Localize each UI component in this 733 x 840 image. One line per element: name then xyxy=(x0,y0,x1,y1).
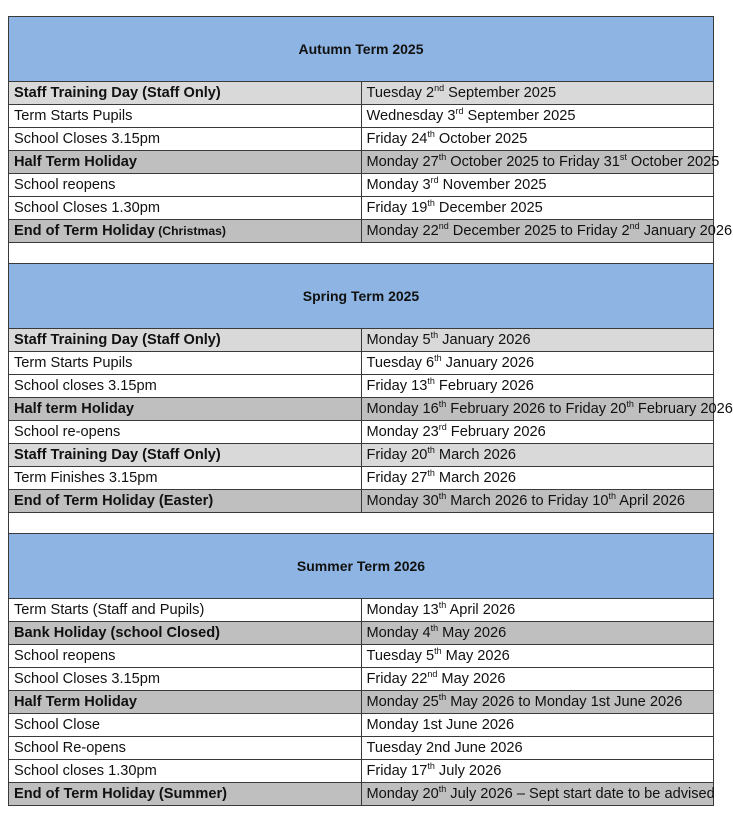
event-label-cell xyxy=(9,220,362,243)
date-text: October 2025 xyxy=(434,131,528,147)
date-text: February 2026 to Friday 20 xyxy=(446,401,627,417)
date-ordinal-suffix: nd xyxy=(427,669,438,679)
date-text: Friday 17 xyxy=(366,763,428,779)
event-label-cell xyxy=(9,668,362,691)
event-label: School Re-opens xyxy=(14,740,126,756)
event-label: School reopens xyxy=(14,648,116,664)
event-date-cell xyxy=(361,622,714,645)
event-date-cell xyxy=(361,668,714,691)
spacer-row xyxy=(9,243,714,264)
event-date-cell xyxy=(361,760,714,783)
date-ordinal-suffix: th xyxy=(438,152,447,162)
event-label-cell xyxy=(9,398,362,421)
term-date-row xyxy=(9,760,714,783)
date-text: May 2026 to Monday 1st June 2026 xyxy=(446,694,683,710)
event-date-cell xyxy=(361,444,714,467)
date-ordinal-suffix: th xyxy=(438,399,447,409)
date-text: Friday 22 xyxy=(366,671,428,687)
date-text: February 2026 xyxy=(633,401,733,417)
date-ordinal-suffix: th xyxy=(626,399,634,409)
event-label-cell xyxy=(9,375,362,398)
date-ordinal-suffix: rd xyxy=(455,106,464,116)
date-text: January 2026 xyxy=(441,355,535,371)
date-text: Monday 13 xyxy=(366,602,439,618)
date-text: Monday 22 xyxy=(366,223,439,239)
date-text: May 2026 xyxy=(438,625,507,641)
event-date-cell xyxy=(361,82,714,105)
term-date-row xyxy=(9,490,714,513)
term-date-row xyxy=(9,105,714,128)
event-label: School closes 3.15pm xyxy=(14,378,157,394)
event-label: School Closes 3.15pm xyxy=(14,131,161,147)
term-date-row xyxy=(9,668,714,691)
event-label: Staff Training Day (Staff Only) xyxy=(14,332,221,348)
event-date-cell xyxy=(361,691,714,714)
event-label: End of Term Holiday (Easter) xyxy=(14,493,214,509)
event-label: Half term Holiday xyxy=(14,401,135,417)
term-title: Spring Term 2025 xyxy=(9,264,714,329)
term-date-row xyxy=(9,128,714,151)
date-text: February 2026 xyxy=(434,378,534,394)
term-date-row xyxy=(9,398,714,421)
date-text: April 2026 xyxy=(615,493,685,509)
event-label-cell xyxy=(9,490,362,513)
term-date-row xyxy=(9,737,714,760)
event-label-cell xyxy=(9,737,362,760)
event-label-cell xyxy=(9,691,362,714)
event-label: Staff Training Day (Staff Only) xyxy=(14,85,221,101)
date-text: Tuesday 2nd June 2026 xyxy=(366,740,523,756)
term-date-row xyxy=(9,375,714,398)
date-text: Monday 3 xyxy=(366,177,431,193)
event-date-cell xyxy=(361,737,714,760)
date-text: Monday 30 xyxy=(366,493,439,509)
date-text: December 2025 to Friday 2 xyxy=(448,223,630,239)
event-date-cell xyxy=(361,329,714,352)
date-text: Monday 23 xyxy=(366,424,439,440)
event-label: School Closes 1.30pm xyxy=(14,200,161,216)
date-ordinal-suffix: rd xyxy=(438,422,447,432)
date-text: April 2026 xyxy=(446,602,516,618)
event-label-cell xyxy=(9,467,362,490)
event-label-cell xyxy=(9,783,362,806)
date-ordinal-suffix: th xyxy=(434,646,442,656)
date-text: Tuesday 2 xyxy=(366,85,435,101)
term-date-row xyxy=(9,783,714,806)
date-text: January 2026 xyxy=(438,332,531,348)
event-date-cell xyxy=(361,599,714,622)
event-label-cell xyxy=(9,352,362,375)
date-text: September 2025 xyxy=(463,108,576,124)
event-label: End of Term Holiday (Summer) xyxy=(14,786,227,802)
event-label: Half Term Holiday xyxy=(14,694,137,710)
event-label-cell xyxy=(9,82,362,105)
term-dates-table xyxy=(8,16,733,806)
date-text: Monday 27 xyxy=(366,154,439,170)
date-text: January 2026 xyxy=(639,223,733,239)
event-label: School Close xyxy=(14,717,100,733)
spacer-row xyxy=(9,513,714,534)
date-text: March 2026 xyxy=(434,470,516,486)
date-ordinal-suffix: th xyxy=(427,468,435,478)
term-header-row xyxy=(9,17,714,82)
event-label: End of Term Holiday xyxy=(14,223,155,239)
date-ordinal-suffix: th xyxy=(427,198,435,208)
date-ordinal-suffix: th xyxy=(438,692,447,702)
date-text: February 2026 xyxy=(446,424,546,440)
date-ordinal-suffix: th xyxy=(434,353,442,363)
date-ordinal-suffix: th xyxy=(427,445,435,455)
event-label-cell xyxy=(9,714,362,737)
date-ordinal-suffix: nd xyxy=(629,221,640,231)
term-header-row xyxy=(9,264,714,329)
event-date-cell xyxy=(361,128,714,151)
date-text: Monday 5 xyxy=(366,332,431,348)
date-text: Friday 20 xyxy=(366,447,428,463)
date-text: Monday 16 xyxy=(366,401,439,417)
date-ordinal-suffix: th xyxy=(430,623,439,633)
event-label: School Closes 3.15pm xyxy=(14,671,161,687)
event-label-note: (Christmas) xyxy=(154,224,226,238)
event-label-cell xyxy=(9,444,362,467)
date-text: Wednesday 3 xyxy=(366,108,456,124)
date-text: July 2026 xyxy=(434,763,502,779)
date-ordinal-suffix: th xyxy=(608,491,616,501)
term-date-row xyxy=(9,220,714,243)
term-date-row xyxy=(9,352,714,375)
term-date-row xyxy=(9,444,714,467)
term-date-row xyxy=(9,714,714,737)
event-label: Bank Holiday (school Closed) xyxy=(14,625,220,641)
spacer-cell xyxy=(9,243,714,264)
event-label-cell xyxy=(9,128,362,151)
date-ordinal-suffix: th xyxy=(438,491,447,501)
spacer-cell xyxy=(9,513,714,534)
event-date-cell xyxy=(361,174,714,197)
event-label-cell xyxy=(9,174,362,197)
event-label: Term Starts (Staff and Pupils) xyxy=(14,602,205,618)
date-text: October 2025 xyxy=(626,154,720,170)
event-label: School closes 1.30pm xyxy=(14,763,157,779)
term-date-row xyxy=(9,467,714,490)
event-date-cell xyxy=(361,105,714,128)
date-text: Friday 13 xyxy=(366,378,428,394)
date-text: Friday 24 xyxy=(366,131,428,147)
date-text: Tuesday 6 xyxy=(366,355,435,371)
event-date-cell xyxy=(361,714,714,737)
date-ordinal-suffix: nd xyxy=(434,83,445,93)
event-date-cell xyxy=(361,421,714,444)
date-text: Monday 25 xyxy=(366,694,439,710)
date-text: Tuesday 5 xyxy=(366,648,435,664)
event-label: Term Starts Pupils xyxy=(14,108,133,124)
event-date-cell xyxy=(361,151,720,174)
date-ordinal-suffix: th xyxy=(427,129,435,139)
date-text: Friday 19 xyxy=(366,200,428,216)
event-label-cell xyxy=(9,622,362,645)
event-label: Half Term Holiday xyxy=(14,154,137,170)
event-label-cell xyxy=(9,151,362,174)
term-header-row xyxy=(9,534,714,599)
date-ordinal-suffix: st xyxy=(619,152,627,162)
event-date-cell xyxy=(361,352,714,375)
date-text: November 2025 xyxy=(438,177,547,193)
date-text: Monday 4 xyxy=(366,625,431,641)
term-date-row xyxy=(9,329,714,352)
event-date-cell xyxy=(361,783,714,806)
event-label: School re-opens xyxy=(14,424,121,440)
term-date-row xyxy=(9,645,714,668)
date-text: October 2025 to Friday 31 xyxy=(446,154,620,170)
event-label: Term Finishes 3.15pm xyxy=(14,470,158,486)
event-label: School reopens xyxy=(14,177,116,193)
date-text: Monday 1st June 2026 xyxy=(366,717,515,733)
term-date-row xyxy=(9,691,714,714)
date-text: July 2026 – Sept start date to be advised xyxy=(446,786,715,802)
date-ordinal-suffix: th xyxy=(438,784,447,794)
term-date-row xyxy=(9,82,714,105)
event-date-cell xyxy=(361,375,714,398)
date-text: September 2025 xyxy=(444,85,557,101)
date-text: December 2025 xyxy=(434,200,543,216)
event-date-cell xyxy=(361,197,714,220)
event-label-cell xyxy=(9,197,362,220)
event-label-cell xyxy=(9,421,362,444)
event-date-cell xyxy=(361,398,733,421)
term-date-row xyxy=(9,421,714,444)
date-ordinal-suffix: nd xyxy=(438,221,449,231)
event-label: Staff Training Day (Staff Only) xyxy=(14,447,221,463)
term-date-row xyxy=(9,197,714,220)
term-date-row xyxy=(9,174,714,197)
event-date-cell xyxy=(361,220,733,243)
event-label-cell xyxy=(9,105,362,128)
event-label-cell xyxy=(9,645,362,668)
date-text: Friday 27 xyxy=(366,470,428,486)
event-label-cell xyxy=(9,599,362,622)
term-dates-calendar xyxy=(8,16,733,806)
event-date-cell xyxy=(361,490,714,513)
event-label: Term Starts Pupils xyxy=(14,355,133,371)
term-title: Summer Term 2026 xyxy=(9,534,714,599)
event-date-cell xyxy=(361,467,714,490)
date-ordinal-suffix: th xyxy=(430,330,439,340)
date-text: March 2026 to Friday 10 xyxy=(446,493,609,509)
event-label-cell xyxy=(9,329,362,352)
date-ordinal-suffix: th xyxy=(427,761,435,771)
date-text: Monday 20 xyxy=(366,786,439,802)
date-ordinal-suffix: th xyxy=(427,376,435,386)
term-date-row xyxy=(9,622,714,645)
date-ordinal-suffix: rd xyxy=(430,175,439,185)
date-ordinal-suffix: th xyxy=(438,600,447,610)
date-text: May 2026 xyxy=(441,648,510,664)
event-date-cell xyxy=(361,645,714,668)
term-date-row xyxy=(9,151,714,174)
date-text: May 2026 xyxy=(437,671,506,687)
event-label-cell xyxy=(9,760,362,783)
term-title: Autumn Term 2025 xyxy=(9,17,714,82)
date-text: March 2026 xyxy=(434,447,516,463)
term-date-row xyxy=(9,599,714,622)
